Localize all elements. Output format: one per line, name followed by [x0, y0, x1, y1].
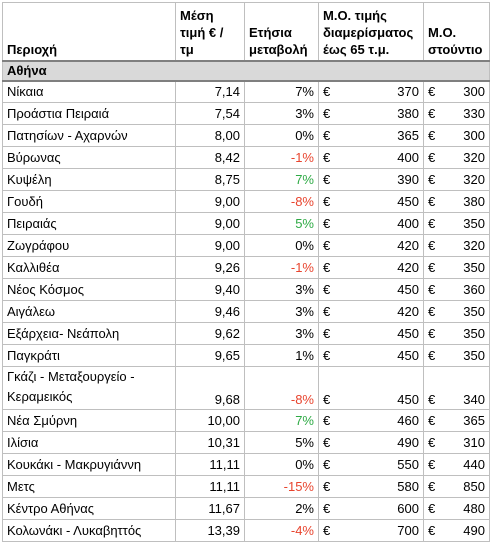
area-cell: Γκάζι - Μεταξουργείο - Κεραμεικός: [3, 367, 176, 410]
studio-value-cell: 320: [440, 147, 490, 169]
price-cell: 10,31: [176, 432, 245, 454]
apt-currency-cell: €: [319, 498, 335, 520]
studio-currency-cell: €: [424, 147, 440, 169]
studio-currency-cell: €: [424, 103, 440, 125]
header-area: Περιοχή: [3, 3, 176, 61]
table-row: [3, 191, 490, 213]
apt-value-cell: 400: [335, 147, 424, 169]
change-cell: -1%: [245, 147, 319, 169]
studio-value-cell: 360: [440, 279, 490, 301]
change-cell: -1%: [245, 257, 319, 279]
studio-currency-cell: €: [424, 367, 440, 410]
change-cell: 3%: [245, 301, 319, 323]
header-price: Μέση τιμή € / τμ: [176, 3, 245, 61]
table-row: [3, 257, 490, 279]
studio-value-cell: 850: [440, 476, 490, 498]
price-cell: 7,54: [176, 103, 245, 125]
price-cell: 9,62: [176, 323, 245, 345]
apt-value-cell: 420: [335, 301, 424, 323]
apt-value-cell: 450: [335, 323, 424, 345]
change-cell: 7%: [245, 169, 319, 191]
studio-currency-cell: €: [424, 476, 440, 498]
area-cell: Εξάρχεια- Νεάπολη: [3, 323, 176, 345]
price-cell: 9,65: [176, 345, 245, 367]
header-avg-apartment: Μ.Ο. τιμής διαμερίσματος έως 65 τ.μ.: [319, 3, 424, 61]
price-table: [2, 2, 490, 542]
studio-value-cell: 350: [440, 323, 490, 345]
table-row: [3, 323, 490, 345]
table-row: [3, 301, 490, 323]
studio-currency-cell: €: [424, 125, 440, 147]
apt-currency-cell: €: [319, 476, 335, 498]
studio-value-cell: 350: [440, 345, 490, 367]
studio-value-cell: 480: [440, 498, 490, 520]
change-cell: 1%: [245, 345, 319, 367]
studio-value-cell: 350: [440, 301, 490, 323]
price-cell: 8,42: [176, 147, 245, 169]
price-cell: 9,26: [176, 257, 245, 279]
area-cell: Κέντρο Αθήνας: [3, 498, 176, 520]
studio-value-cell: 330: [440, 103, 490, 125]
studio-value-cell: 320: [440, 169, 490, 191]
area-cell: Νέος Κόσμος: [3, 279, 176, 301]
studio-currency-cell: €: [424, 81, 440, 103]
apt-value-cell: 420: [335, 235, 424, 257]
studio-value-cell: 490: [440, 520, 490, 542]
table-row: [3, 410, 490, 432]
apt-currency-cell: €: [319, 301, 335, 323]
table-row: [3, 345, 490, 367]
apt-currency-cell: €: [319, 169, 335, 191]
area-cell: Νέα Σμύρνη: [3, 410, 176, 432]
studio-value-cell: 320: [440, 235, 490, 257]
table-row: [3, 454, 490, 476]
table-row: [3, 169, 490, 191]
change-cell: 0%: [245, 235, 319, 257]
studio-value-cell: 380: [440, 191, 490, 213]
change-cell: -8%: [245, 367, 319, 410]
change-cell: 5%: [245, 213, 319, 235]
studio-value-cell: 365: [440, 410, 490, 432]
table-row: [3, 213, 490, 235]
change-cell: 5%: [245, 432, 319, 454]
section-title: Αθήνα: [3, 61, 490, 81]
table-row: [3, 476, 490, 498]
area-cell: Νίκαια: [3, 81, 176, 103]
price-cell: 9,40: [176, 279, 245, 301]
area-cell: Πατησίων - Αχαρνών: [3, 125, 176, 147]
area-cell: Παγκράτι: [3, 345, 176, 367]
price-cell: 8,00: [176, 125, 245, 147]
table-row: [3, 432, 490, 454]
studio-value-cell: 300: [440, 125, 490, 147]
apt-value-cell: 600: [335, 498, 424, 520]
apt-currency-cell: €: [319, 367, 335, 410]
change-cell: 7%: [245, 410, 319, 432]
header-change: Ετήσια μεταβολή: [245, 3, 319, 61]
studio-currency-cell: €: [424, 520, 440, 542]
apt-value-cell: 450: [335, 191, 424, 213]
change-cell: 0%: [245, 125, 319, 147]
studio-currency-cell: €: [424, 235, 440, 257]
studio-currency-cell: €: [424, 323, 440, 345]
price-cell: 7,14: [176, 81, 245, 103]
price-cell: 11,11: [176, 476, 245, 498]
header-row: [3, 3, 490, 61]
studio-currency-cell: €: [424, 191, 440, 213]
change-cell: -4%: [245, 520, 319, 542]
area-cell: Μετς: [3, 476, 176, 498]
change-cell: 3%: [245, 279, 319, 301]
change-cell: 3%: [245, 323, 319, 345]
table-row: [3, 367, 490, 410]
studio-currency-cell: €: [424, 279, 440, 301]
apt-value-cell: 700: [335, 520, 424, 542]
apt-value-cell: 420: [335, 257, 424, 279]
studio-value-cell: 310: [440, 432, 490, 454]
studio-currency-cell: €: [424, 169, 440, 191]
price-cell: 9,46: [176, 301, 245, 323]
change-cell: -8%: [245, 191, 319, 213]
area-cell: Πειραιάς: [3, 213, 176, 235]
change-cell: 3%: [245, 103, 319, 125]
apt-currency-cell: €: [319, 191, 335, 213]
change-cell: -15%: [245, 476, 319, 498]
studio-currency-cell: €: [424, 301, 440, 323]
price-cell: 11,67: [176, 498, 245, 520]
apt-currency-cell: €: [319, 432, 335, 454]
apt-value-cell: 400: [335, 213, 424, 235]
apt-value-cell: 450: [335, 367, 424, 410]
header-avg-studio: Μ.Ο. στούντιο: [424, 3, 490, 61]
studio-currency-cell: €: [424, 454, 440, 476]
apt-currency-cell: €: [319, 81, 335, 103]
studio-value-cell: 350: [440, 213, 490, 235]
apt-currency-cell: €: [319, 147, 335, 169]
studio-currency-cell: €: [424, 213, 440, 235]
area-cell: Καλλιθέα: [3, 257, 176, 279]
section-row: [3, 61, 490, 81]
area-cell: Κουκάκι - Μακρυγιάννη: [3, 454, 176, 476]
studio-currency-cell: €: [424, 257, 440, 279]
apt-value-cell: 460: [335, 410, 424, 432]
table-row: [3, 81, 490, 103]
apt-currency-cell: €: [319, 235, 335, 257]
table-row: [3, 520, 490, 542]
apt-currency-cell: €: [319, 345, 335, 367]
area-cell: Αιγάλεω: [3, 301, 176, 323]
apt-currency-cell: €: [319, 279, 335, 301]
change-cell: 7%: [245, 81, 319, 103]
apt-value-cell: 380: [335, 103, 424, 125]
price-cell: 11,11: [176, 454, 245, 476]
area-cell: Βύρωνας: [3, 147, 176, 169]
studio-value-cell: 440: [440, 454, 490, 476]
apt-value-cell: 490: [335, 432, 424, 454]
apt-currency-cell: €: [319, 410, 335, 432]
apt-value-cell: 370: [335, 81, 424, 103]
apt-value-cell: 450: [335, 279, 424, 301]
change-cell: 0%: [245, 454, 319, 476]
price-cell: 9,00: [176, 235, 245, 257]
apt-value-cell: 550: [335, 454, 424, 476]
studio-value-cell: 350: [440, 257, 490, 279]
table-row: [3, 235, 490, 257]
price-cell: 10,00: [176, 410, 245, 432]
apt-currency-cell: €: [319, 103, 335, 125]
price-cell: 8,75: [176, 169, 245, 191]
table-row: [3, 125, 490, 147]
studio-currency-cell: €: [424, 345, 440, 367]
area-cell: Ιλίσια: [3, 432, 176, 454]
price-cell: 9,68: [176, 367, 245, 410]
table-row: [3, 279, 490, 301]
studio-currency-cell: €: [424, 498, 440, 520]
studio-currency-cell: €: [424, 410, 440, 432]
area-cell: Γουδή: [3, 191, 176, 213]
area-cell: Κυψέλη: [3, 169, 176, 191]
price-cell: 9,00: [176, 191, 245, 213]
apt-currency-cell: €: [319, 454, 335, 476]
studio-value-cell: 300: [440, 81, 490, 103]
price-cell: 9,00: [176, 213, 245, 235]
studio-value-cell: 340: [440, 367, 490, 410]
table-row: [3, 147, 490, 169]
table-row: [3, 103, 490, 125]
area-cell: Προάστια Πειραιά: [3, 103, 176, 125]
apt-currency-cell: €: [319, 520, 335, 542]
table-row: [3, 498, 490, 520]
apt-currency-cell: €: [319, 257, 335, 279]
apt-value-cell: 580: [335, 476, 424, 498]
apt-currency-cell: €: [319, 213, 335, 235]
apt-value-cell: 365: [335, 125, 424, 147]
apt-value-cell: 390: [335, 169, 424, 191]
price-cell: 13,39: [176, 520, 245, 542]
apt-currency-cell: €: [319, 323, 335, 345]
apt-currency-cell: €: [319, 125, 335, 147]
area-cell: Κολωνάκι - Λυκαβηττός: [3, 520, 176, 542]
area-cell: Ζωγράφου: [3, 235, 176, 257]
change-cell: 2%: [245, 498, 319, 520]
studio-currency-cell: €: [424, 432, 440, 454]
apt-value-cell: 450: [335, 345, 424, 367]
